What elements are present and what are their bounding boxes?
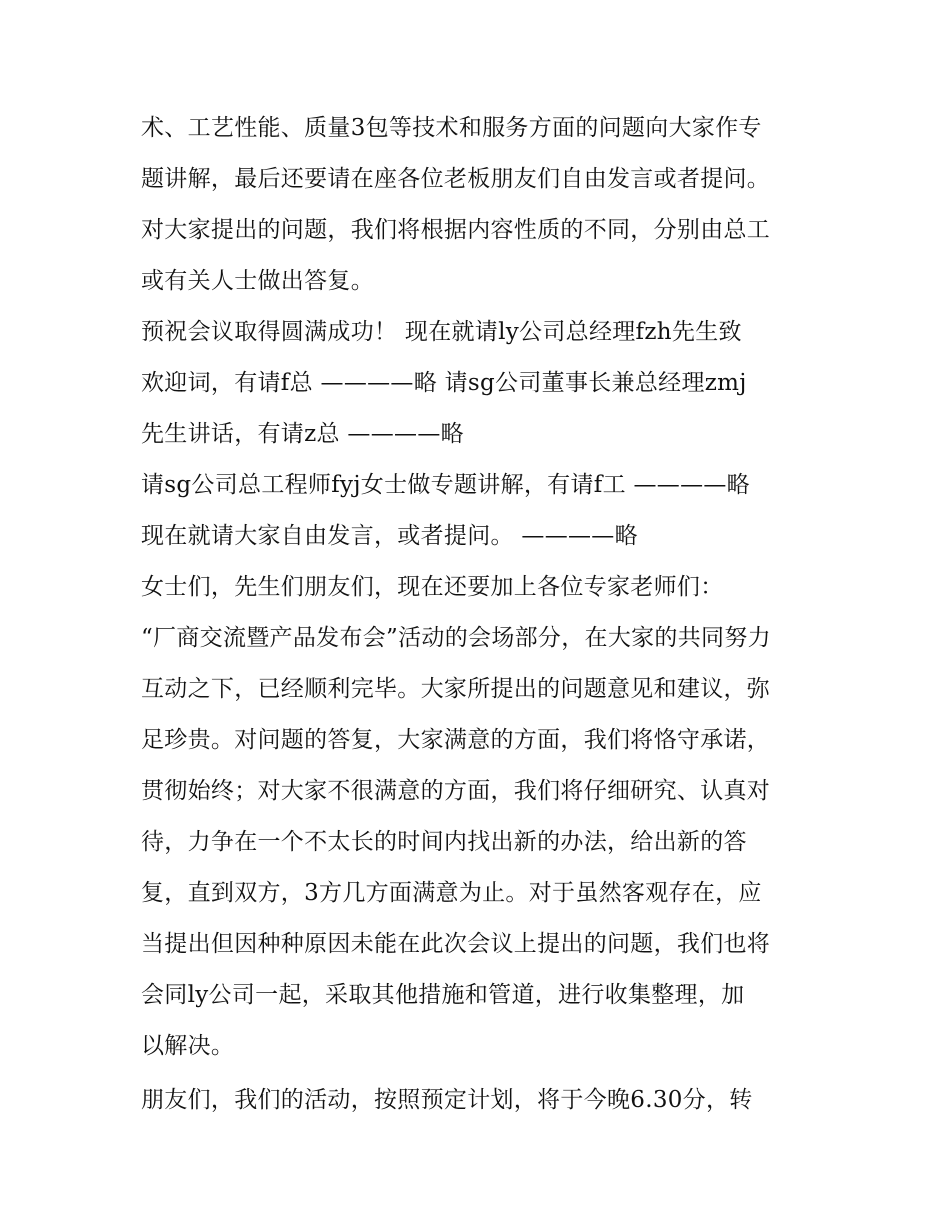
- text-line: 欢迎词，有请f总 ————略 请sg公司董事长兼总经理zmj: [141, 370, 747, 396]
- text-line: “厂商交流暨产品发布会”活动的会场部分，在大家的共同努力: [141, 625, 771, 651]
- text-line: 贯彻始终；对大家不很满意的方面，我们将仔细研究、认真对: [141, 778, 771, 804]
- text-line: 足珍贵。对问题的答复，大家满意的方面，我们将恪守承诺，: [141, 727, 771, 753]
- text-line: 请sg公司总工程师fyj女士做专题讲解，有请f工 ————略: [141, 472, 750, 498]
- text-line: 当提出但因种种原因未能在此次会议上提出的问题，我们也将: [141, 931, 771, 957]
- text-line: 互动之下，已经顺利完毕。大家所提出的问题意见和建议，弥: [141, 676, 771, 702]
- text-line: 朋友们，我们的活动，按照预定计划，将于今晚6.30分，转: [141, 1087, 753, 1113]
- text-line: 现在就请大家自由发言，或者提问。 ————略: [141, 523, 638, 549]
- document-body: [141, 103, 821, 1126]
- text-line: 术、工艺性能、质量3包等技术和服务方面的问题向大家作专: [141, 115, 762, 141]
- text-line: 预祝会议取得圆满成功！ 现在就请ly公司总经理fzh先生致: [141, 319, 742, 345]
- text-line: 题讲解，最后还要请在座各位老板朋友们自由发言或者提问。: [141, 166, 771, 192]
- text-line: 先生讲话，有请z总 ————略: [141, 421, 464, 447]
- text-line: 待，力争在一个不太长的时间内找出新的办法，给出新的答: [141, 829, 747, 855]
- text-line: 女士们，先生们朋友们，现在还要加上各位专家老师们：: [141, 574, 724, 600]
- text-line: 对大家提出的问题，我们将根据内容性质的不同，分别由总工: [141, 217, 771, 243]
- text-line: 以解决。: [141, 1033, 235, 1059]
- text-line: 复，直到双方，3方几方面满意为止。对于虽然客观存在，应: [141, 880, 762, 906]
- text-line: 或有关人士做出答复。: [141, 268, 374, 294]
- text-line: 会同ly公司一起，采取其他措施和管道，进行收集整理，加: [141, 982, 745, 1008]
